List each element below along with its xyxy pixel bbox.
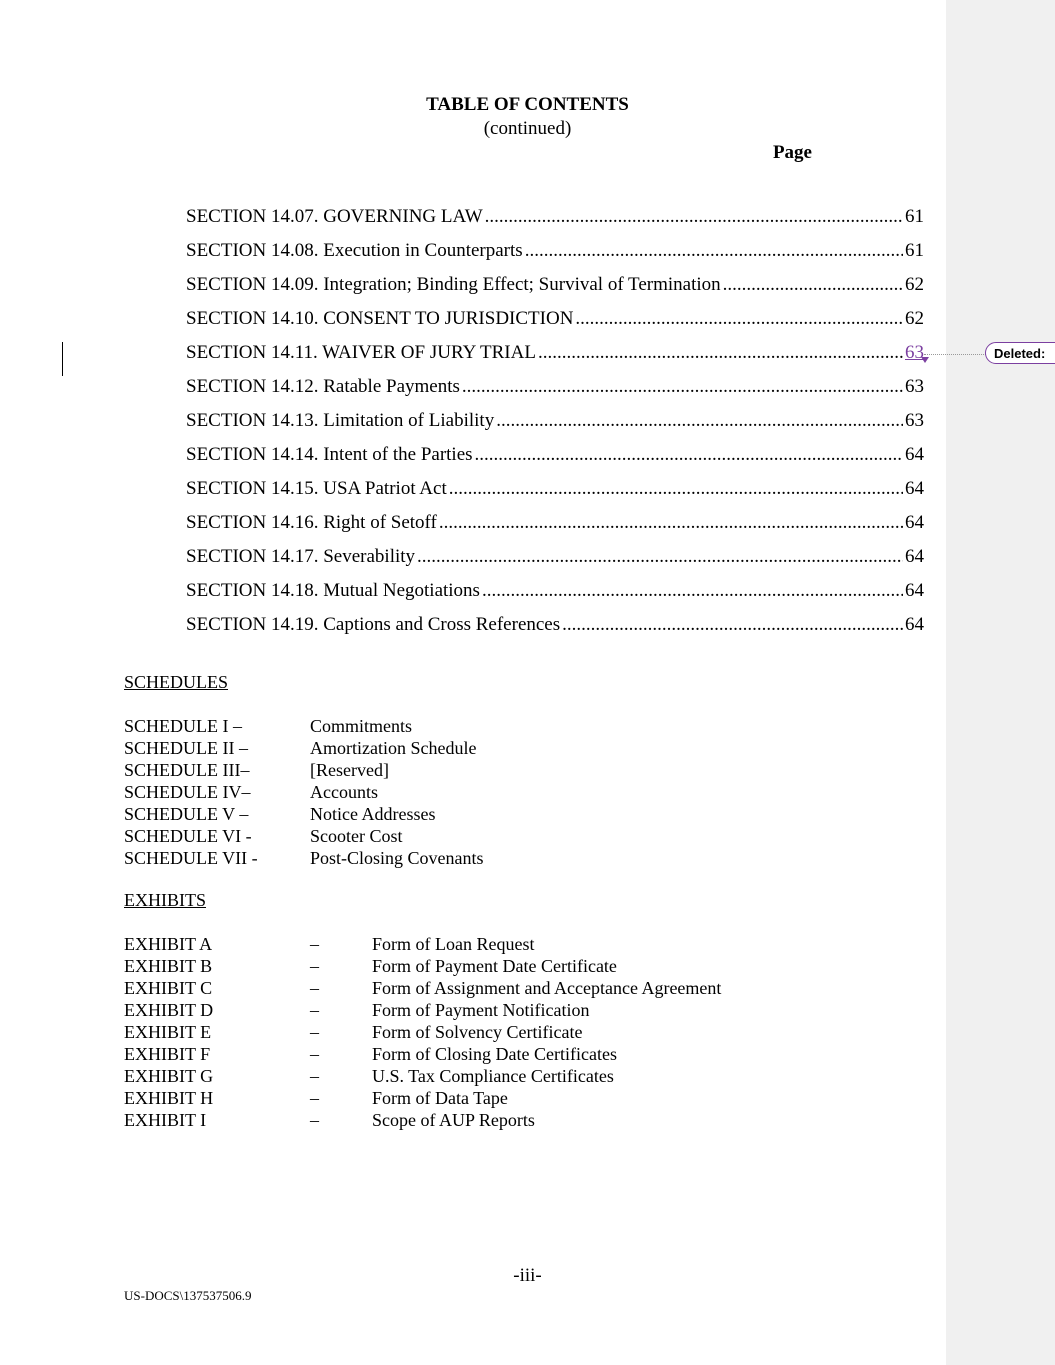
toc-entry[interactable] [186, 580, 924, 604]
exhibit-desc: Form of Assignment and Acceptance Agreement [372, 978, 722, 998]
dot-leader [525, 240, 903, 262]
dot-leader [462, 376, 903, 398]
page-number: -iii- [513, 1265, 542, 1286]
toc-entry-revised[interactable] [186, 342, 924, 366]
page-column-header: Page [772, 142, 812, 163]
exhibit-name: EXHIBIT C [124, 978, 213, 998]
schedules-heading: SCHEDULES [124, 672, 229, 692]
toc-entry-page: 64 [905, 614, 924, 635]
document-id: US-DOCS\137537506.9 [124, 1288, 252, 1303]
schedule-desc: Amortization Schedule [310, 738, 477, 758]
toc-entry-label: SECTION 14.08. Execution in Counterparts [186, 240, 523, 261]
schedule-desc: Notice Addresses [310, 804, 436, 824]
exhibit-name: EXHIBIT G [124, 1066, 214, 1086]
toc-title: TABLE OF CONTENTS [426, 94, 629, 115]
dot-leader [482, 580, 903, 602]
toc-entry-page: 61 [905, 240, 924, 261]
toc-entry[interactable] [186, 546, 924, 570]
schedule-name: SCHEDULE I – [124, 716, 242, 736]
exhibit-dash: – [310, 1066, 319, 1086]
schedule-name: SCHEDULE VII - [124, 848, 258, 868]
toc-entry-label: SECTION 14.16. Right of Setoff [186, 512, 437, 533]
toc-entry-page: 63 [905, 410, 924, 431]
schedule-desc: Accounts [310, 782, 378, 802]
dot-leader [723, 274, 903, 296]
exhibit-name: EXHIBIT H [124, 1088, 214, 1108]
exhibit-dash: – [310, 1088, 319, 1108]
toc-entry[interactable] [186, 478, 924, 502]
dot-leader [485, 206, 903, 228]
exhibit-dash: – [310, 1000, 319, 1020]
toc-entry-label: SECTION 14.13. Limitation of Liability [186, 410, 495, 431]
dot-leader [439, 512, 903, 534]
toc-entry-label: SECTION 14.10. CONSENT TO JURISDICTION [186, 308, 574, 329]
toc-entry[interactable] [186, 614, 924, 638]
dot-leader [417, 546, 903, 568]
toc-entry-label: SECTION 14.07. GOVERNING LAW [186, 206, 483, 227]
dot-leader [562, 614, 903, 636]
toc-entry-page: 62 [905, 308, 924, 329]
toc-entry-label: SECTION 14.12. Ratable Payments [186, 376, 460, 397]
schedule-desc: Scooter Cost [310, 826, 403, 846]
toc-entry-page: 64 [905, 512, 924, 533]
exhibit-dash: – [310, 1044, 319, 1064]
dot-leader [449, 478, 903, 500]
toc-entry-page: 62 [905, 274, 924, 295]
exhibit-desc: Form of Data Tape [372, 1088, 508, 1108]
toc-subtitle: (continued) [483, 118, 572, 139]
dot-leader [475, 444, 903, 466]
toc-entry-label: SECTION 14.17. Severability [186, 546, 416, 567]
deletion-marker-icon [921, 357, 929, 363]
schedule-name: SCHEDULE III– [124, 760, 250, 780]
toc-entry[interactable] [186, 410, 924, 434]
dot-leader [575, 308, 903, 330]
exhibit-desc: Form of Payment Date Certificate [372, 956, 617, 976]
exhibit-name: EXHIBIT A [124, 934, 213, 954]
schedule-desc: Commitments [310, 716, 413, 736]
toc-entry-label: SECTION 14.09. Integration; Binding Effect; Survival of Termination [186, 274, 721, 295]
toc-entry[interactable] [186, 308, 924, 332]
toc-entry-page: 63 [905, 376, 924, 397]
schedule-name: SCHEDULE II – [124, 738, 248, 758]
exhibit-dash: – [310, 956, 319, 976]
toc-entry-page: 64 [905, 478, 924, 499]
exhibit-desc: Form of Payment Notification [372, 1000, 590, 1020]
exhibit-desc: Form of Closing Date Certificates [372, 1044, 617, 1064]
markup-pane [946, 0, 1055, 1365]
toc-entry-label: SECTION 14.15. USA Patriot Act [186, 478, 447, 499]
toc-entry-page-link[interactable]: 63 [905, 342, 924, 363]
toc-entry[interactable] [186, 512, 924, 536]
deleted-comment-balloon[interactable]: Deleted: [985, 342, 1055, 364]
exhibit-dash: – [310, 934, 319, 954]
exhibit-desc: U.S. Tax Compliance Certificates [372, 1066, 614, 1086]
toc-entry-label: SECTION 14.14. Intent of the Parties [186, 444, 473, 465]
exhibit-name: EXHIBIT I [124, 1110, 207, 1130]
toc-entry-page: 64 [905, 546, 924, 567]
schedule-desc: Post-Closing Covenants [310, 848, 484, 868]
exhibit-name: EXHIBIT B [124, 956, 213, 976]
toc-entry[interactable] [186, 206, 924, 230]
change-bar [62, 342, 63, 376]
schedule-name: SCHEDULE VI - [124, 826, 252, 846]
exhibit-dash: – [310, 1022, 319, 1042]
toc-entry-label: SECTION 14.11. WAIVER OF JURY TRIAL [186, 342, 536, 363]
dot-leader [496, 410, 903, 432]
toc-entry[interactable] [186, 376, 924, 400]
toc-entry-page: 61 [905, 206, 924, 227]
dot-leader [538, 342, 903, 364]
exhibit-desc: Form of Solvency Certificate [372, 1022, 583, 1042]
exhibits-heading: EXHIBITS [124, 890, 206, 910]
exhibit-name: EXHIBIT D [124, 1000, 214, 1020]
toc-entry-label: SECTION 14.18. Mutual Negotiations [186, 580, 480, 601]
toc-entry-label: SECTION 14.19. Captions and Cross References [186, 614, 561, 635]
exhibit-dash: – [310, 1110, 319, 1130]
toc-entry[interactable] [186, 240, 924, 264]
toc-entry-page: 64 [905, 580, 924, 601]
exhibit-dash: – [310, 978, 319, 998]
toc-entry-page: 64 [905, 444, 924, 465]
exhibit-desc: Scope of AUP Reports [372, 1110, 535, 1130]
schedule-name: SCHEDULE IV– [124, 782, 251, 802]
toc-entry[interactable] [186, 444, 924, 468]
exhibit-desc: Form of Loan Request [372, 934, 535, 954]
schedule-name: SCHEDULE V – [124, 804, 249, 824]
exhibit-name: EXHIBIT F [124, 1044, 211, 1064]
toc-entry[interactable] [186, 274, 924, 298]
schedule-desc: [Reserved] [310, 760, 389, 780]
balloon-connector [924, 354, 988, 356]
exhibit-name: EXHIBIT E [124, 1022, 212, 1042]
